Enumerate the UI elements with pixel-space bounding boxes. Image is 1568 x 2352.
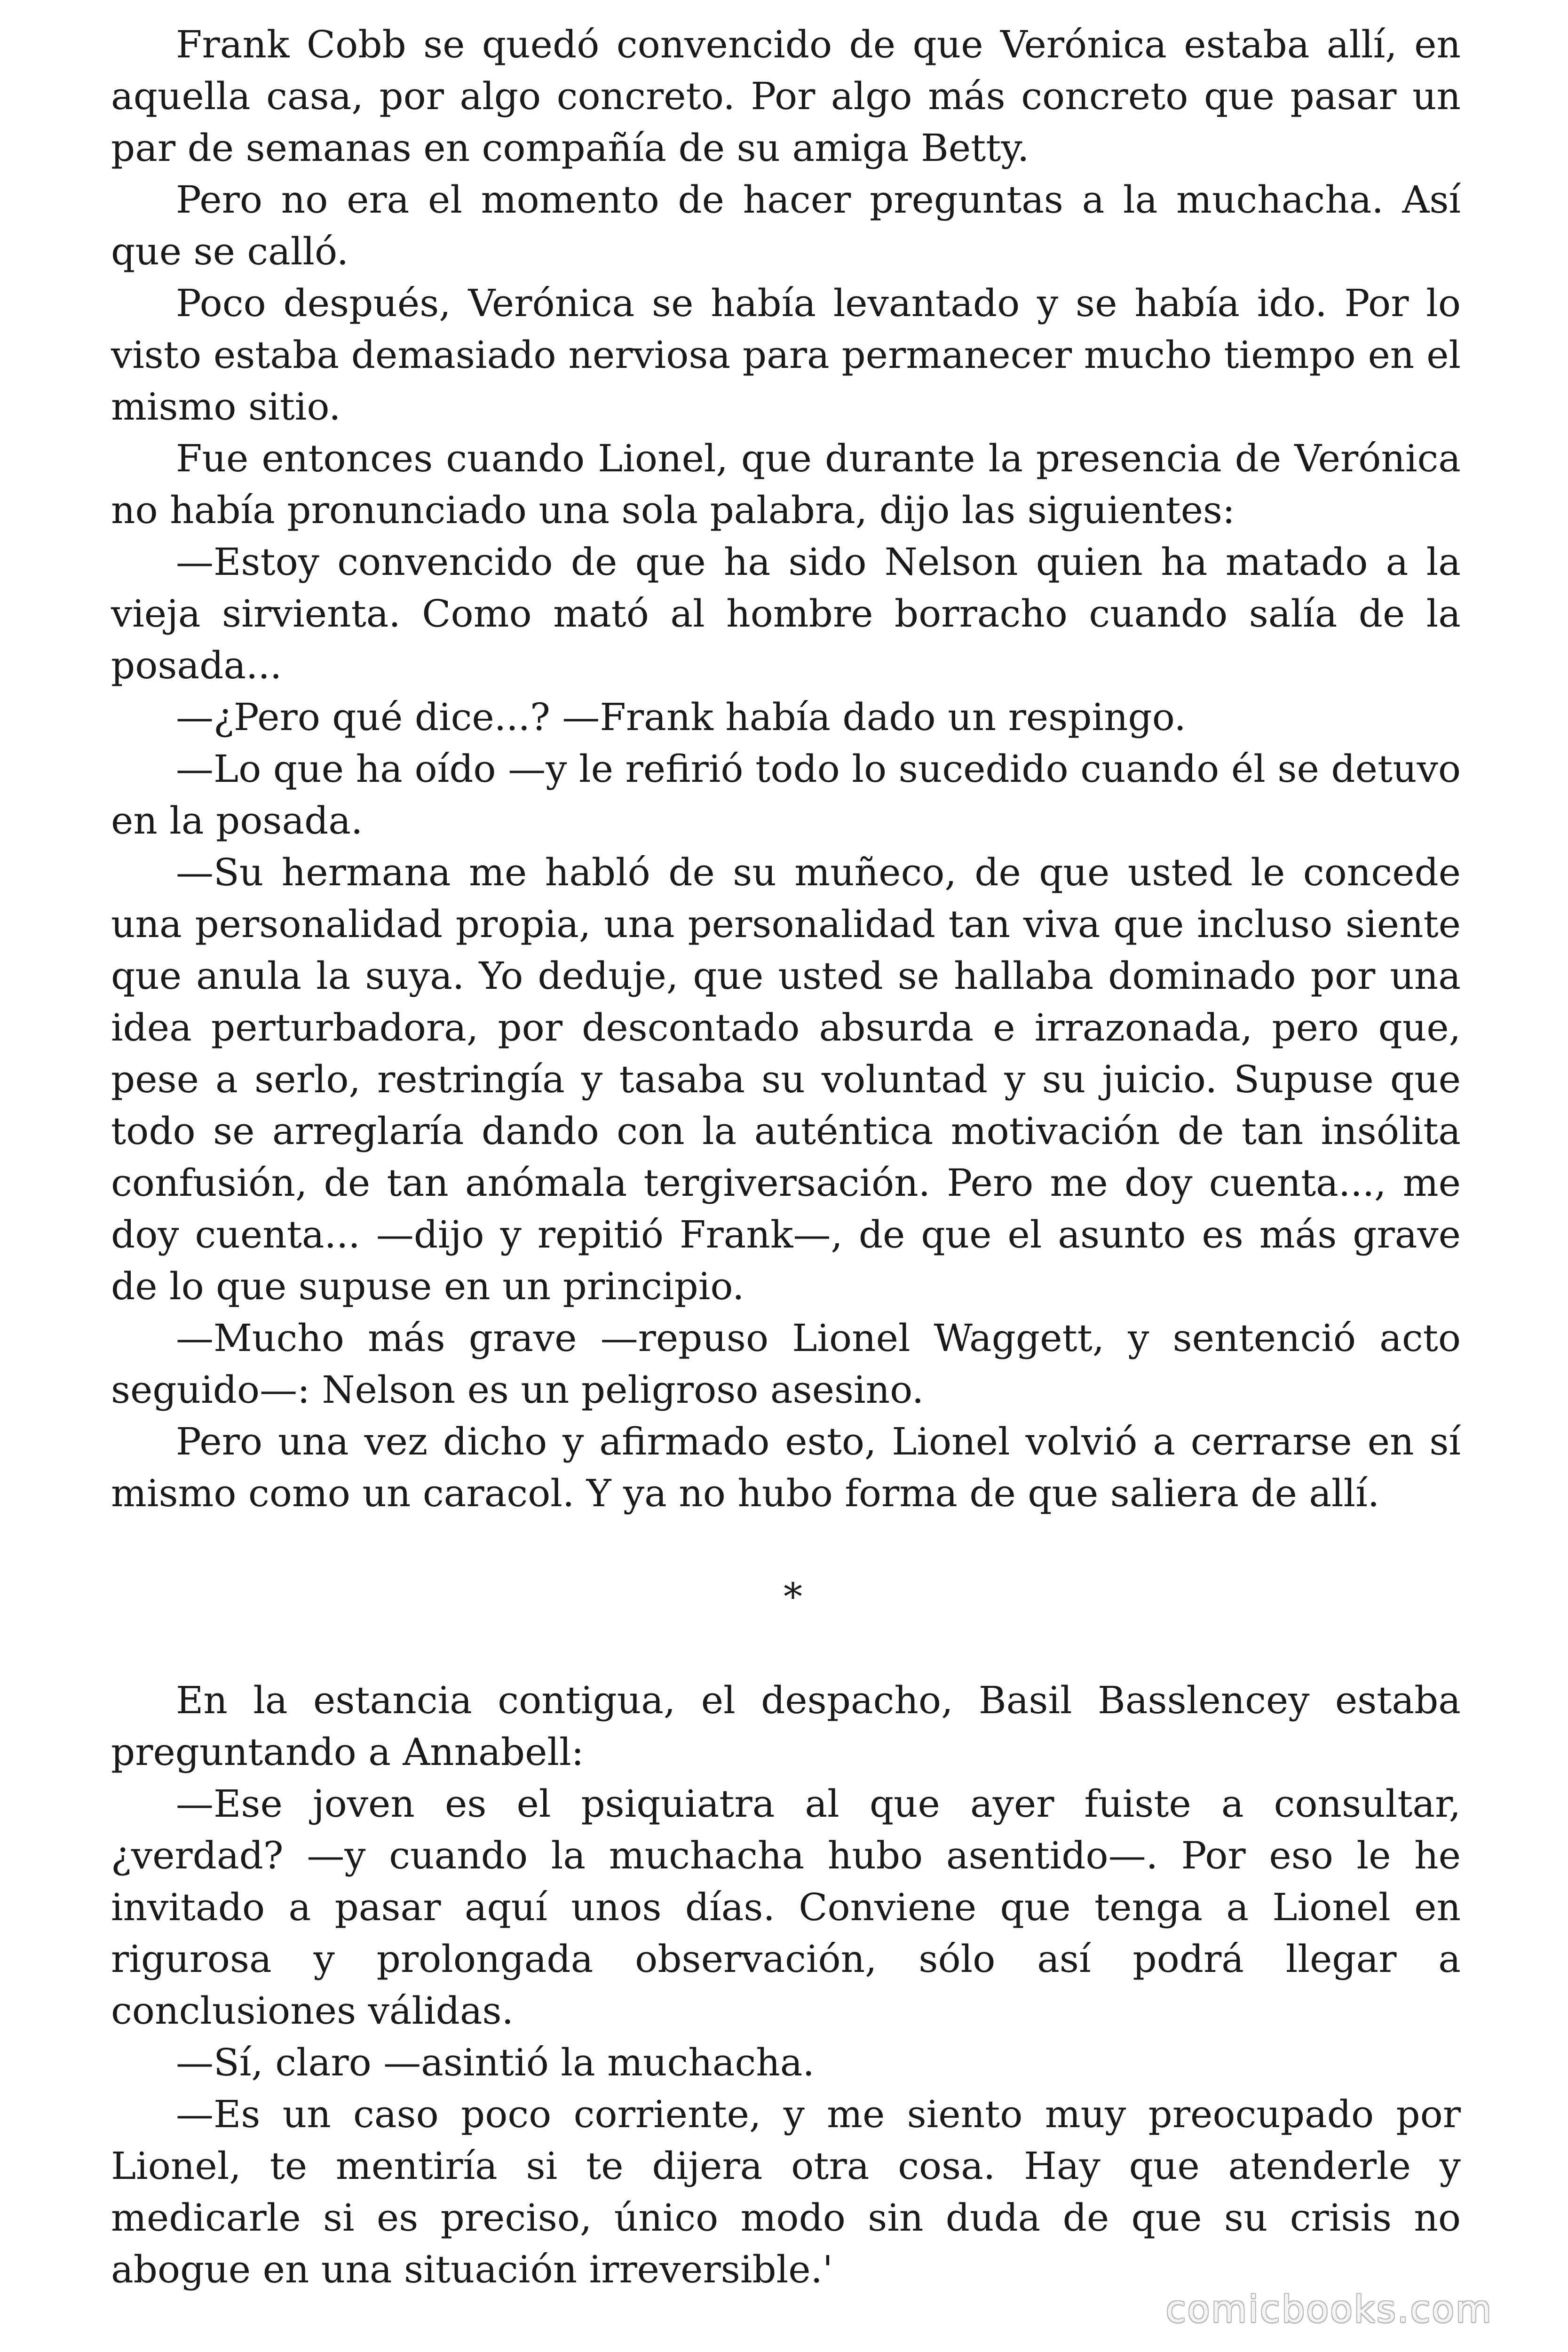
paragraph: —Estoy convencido de que ha sido Nelson quien ha matado a la vieja sirvienta. Como mató al hombre borracho cuando salía de la posada... bbox=[111, 540, 1461, 687]
paragraph: En la estancia contigua, el despacho, Basil Basslencey estaba preguntando a Annabell: bbox=[111, 1678, 1461, 1774]
section-after-break bbox=[111, 1675, 1461, 2296]
paragraph: Fue entonces cuando Lionel, que durante la presencia de Verónica no había pronunciado una sola palabra, dijo las siguientes: bbox=[111, 437, 1461, 532]
paragraph: —Ese joven es el psiquiatra al que ayer fuiste a consultar, ¿verdad? —y cuando la muchacha hubo asentido—. Por eso le he invitado a pasar aquí unos días. Conviene que tenga a Lionel en rigurosa y prolongada observación, sólo así podrá llegar a conclusiones válidas. bbox=[111, 1782, 1461, 2033]
book-page bbox=[111, 19, 1461, 2296]
paragraph: —¿Pero qué dice...? —Frank había dado un respingo. bbox=[176, 695, 1186, 739]
scene-break-asterisk: * bbox=[784, 1575, 802, 1619]
paragraph: —Su hermana me habló de su muñeco, de que usted le concede una personalidad propia, una personalidad tan viva que incluso siente que anula la suya. Yo deduje, que usted se hallaba dominado por una idea perturbadora, por descontado absurda e irrazonada, pero que, pese a serlo, restringía y tasaba su voluntad y su juicio. Supuse que todo se arreglaría dando con la auténtica motivación de tan insólita confusión, de tan anómala tergiversación. Pero me doy cuenta..., me doy cuenta... —dijo y repitió Frank—, de que el asunto es más grave de lo que supuse en un principio. bbox=[111, 850, 1461, 1308]
paragraph: Pero no era el momento de hacer preguntas a la muchacha. Así que se calló. bbox=[111, 178, 1461, 273]
paragraph: Frank Cobb se quedó convencido de que Verónica estaba allí, en aquella casa, por algo concreto. Por algo más concreto que pasar un par de semanas en compañía de su amiga Betty. bbox=[111, 23, 1461, 170]
watermark: comicbooks.com bbox=[1165, 2288, 1493, 2331]
section-before-break bbox=[111, 19, 1461, 1519]
paragraph: Poco después, Verónica se había levantado y se había ido. Por lo visto estaba demasiado nerviosa para permanecer mucho tiempo en el mismo sitio. bbox=[111, 281, 1461, 429]
paragraph: —Mucho más grave —repuso Lionel Waggett, y sentenció acto seguido—: Nelson es un peligroso asesino. bbox=[111, 1316, 1461, 1412]
paragraph: Pero una vez dicho y afirmado esto, Lionel volvió a cerrarse en sí mismo como un caracol. Y ya no hubo forma de que saliera de allí. bbox=[111, 1420, 1461, 1515]
paragraph: —Es un caso poco corriente, y me siento muy preocupado por Lionel, te mentiría si te dijera otra cosa. Hay que atenderle y medicarle si es preciso, único modo sin duda de que su crisis no abogue en una situación irreversible.' bbox=[111, 2092, 1461, 2291]
paragraph: —Lo que ha oído —y le refirió todo lo sucedido cuando él se detuvo en la posada. bbox=[111, 747, 1461, 842]
paragraph: —Sí, claro —asintió la muchacha. bbox=[176, 2041, 815, 2084]
